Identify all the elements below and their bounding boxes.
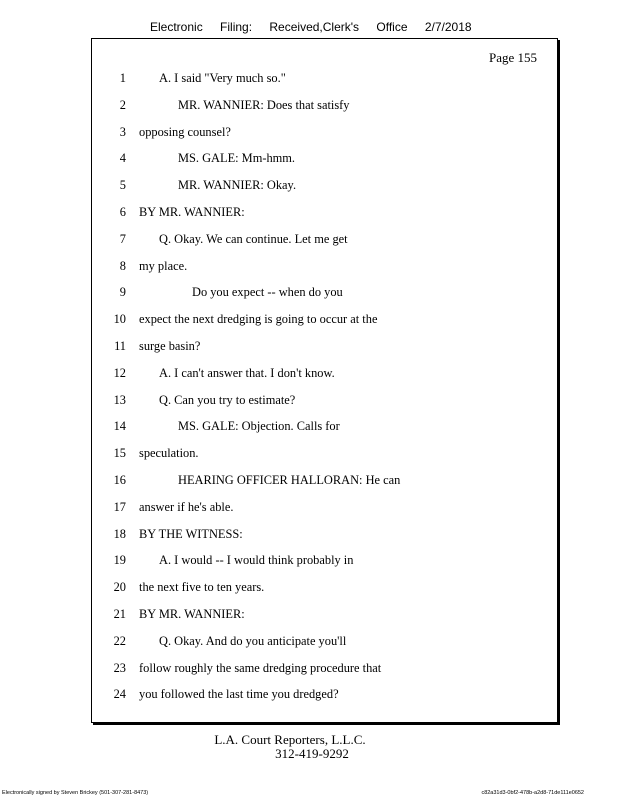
- header-filing: Filing:: [220, 20, 253, 34]
- line-text: answer if he's able.: [139, 499, 234, 514]
- transcript-line: [92, 259, 557, 276]
- line-text: MR. WANNIER: Okay.: [178, 178, 297, 193]
- line-number: 15: [113, 446, 126, 461]
- electronic-signature: Electronically signed by Steven Brickey (501-307-281-8473): [2, 790, 149, 796]
- transcript-line: [92, 312, 557, 329]
- page-number: Page 155: [488, 50, 537, 65]
- line-number: 13: [113, 392, 126, 407]
- line-number: 10: [113, 312, 126, 327]
- line-text: follow roughly the same dredging procedure that: [139, 660, 382, 675]
- line-number: 18: [113, 526, 126, 541]
- line-text: BY MR. WANNIER:: [139, 607, 245, 621]
- line-number: 2: [119, 97, 126, 112]
- transcript-line: [92, 366, 557, 383]
- line-text: the next five to ten years.: [139, 580, 265, 595]
- line-number: 7: [119, 231, 126, 246]
- transcript-line: [92, 151, 557, 168]
- transcript-line: [92, 205, 557, 222]
- filing-header: [150, 20, 486, 34]
- transcript-line: [92, 607, 557, 624]
- line-number: 5: [119, 178, 126, 193]
- transcript-line: [92, 339, 557, 356]
- transcript-line: [92, 473, 557, 490]
- transcript-line: [92, 419, 557, 436]
- transcript-line: [92, 553, 557, 570]
- line-text: BY MR. WANNIER:: [139, 205, 245, 219]
- line-text: MS. GALE: Mm-hmm.: [178, 151, 296, 166]
- line-text: opposing counsel?: [139, 124, 231, 139]
- transcript-line: [92, 661, 557, 678]
- line-number: 22: [113, 633, 126, 648]
- reporter-company: L.A. Court Reporters, L.L.C.: [214, 732, 366, 747]
- line-number: 4: [119, 151, 126, 166]
- line-number: 1: [119, 71, 126, 85]
- header-office: Office: [376, 20, 408, 34]
- transcript-line: [92, 285, 557, 302]
- transcript-line: [92, 580, 557, 597]
- line-number: 3: [119, 124, 126, 139]
- header-electronic: Electronic: [150, 20, 203, 34]
- header-date: 2/7/2018: [424, 20, 472, 34]
- line-text: Q. Can you try to estimate?: [159, 392, 296, 407]
- line-number: 20: [113, 580, 126, 595]
- header-received-clerks: Received,Clerk's: [269, 20, 360, 34]
- transcript-line: [92, 527, 557, 544]
- transcript-line: [92, 446, 557, 463]
- line-text: Do you expect -- when do you: [192, 285, 343, 300]
- transcript-page: [91, 38, 558, 723]
- line-number: 12: [113, 365, 126, 380]
- transcript-line: [92, 178, 557, 195]
- line-number: 14: [113, 419, 126, 434]
- reporter-phone: 312-419-9292: [275, 746, 349, 761]
- line-text: A. I said "Very much so.": [159, 71, 286, 85]
- line-number: 16: [113, 473, 126, 487]
- line-number: 21: [113, 607, 126, 621]
- line-number: 9: [119, 285, 126, 300]
- document-hash: c82a31d3-0bf2-478b-a2d8-71de111e0652: [481, 790, 584, 796]
- line-text: HEARING OFFICER HALLORAN: He can: [178, 473, 401, 487]
- line-text: my place.: [139, 258, 188, 273]
- transcript-line: [92, 71, 557, 88]
- transcript-line: [92, 393, 557, 410]
- line-text: Q. Okay. And do you anticipate you'll: [159, 633, 347, 648]
- line-text: A. I can't answer that. I don't know.: [159, 365, 335, 380]
- line-text: Q. Okay. We can continue. Let me get: [159, 231, 348, 246]
- transcript-line: [92, 232, 557, 249]
- line-number: 6: [119, 205, 126, 219]
- line-number: 23: [113, 660, 126, 675]
- transcript-line: [92, 634, 557, 651]
- line-number: 24: [113, 687, 126, 702]
- line-text: expect the next dredging is going to occur at the: [139, 312, 378, 327]
- line-number: 19: [113, 553, 126, 568]
- transcript-line: [92, 500, 557, 517]
- line-number: 8: [119, 258, 126, 273]
- line-text: MS. GALE: Objection. Calls for: [178, 419, 340, 434]
- line-text: surge basin?: [139, 339, 201, 353]
- transcript-line: [92, 125, 557, 142]
- transcript-line: [92, 687, 557, 704]
- line-text: BY THE WITNESS:: [139, 526, 243, 541]
- line-number: 11: [114, 339, 126, 353]
- line-text: speculation.: [139, 446, 199, 461]
- line-text: A. I would -- I would think probably in: [159, 553, 354, 568]
- footer: [0, 733, 580, 761]
- transcript-line: [92, 98, 557, 115]
- line-text: you followed the last time you dredged?: [139, 687, 339, 702]
- line-text: MR. WANNIER: Does that satisfy: [178, 97, 350, 112]
- line-number: 17: [113, 499, 126, 514]
